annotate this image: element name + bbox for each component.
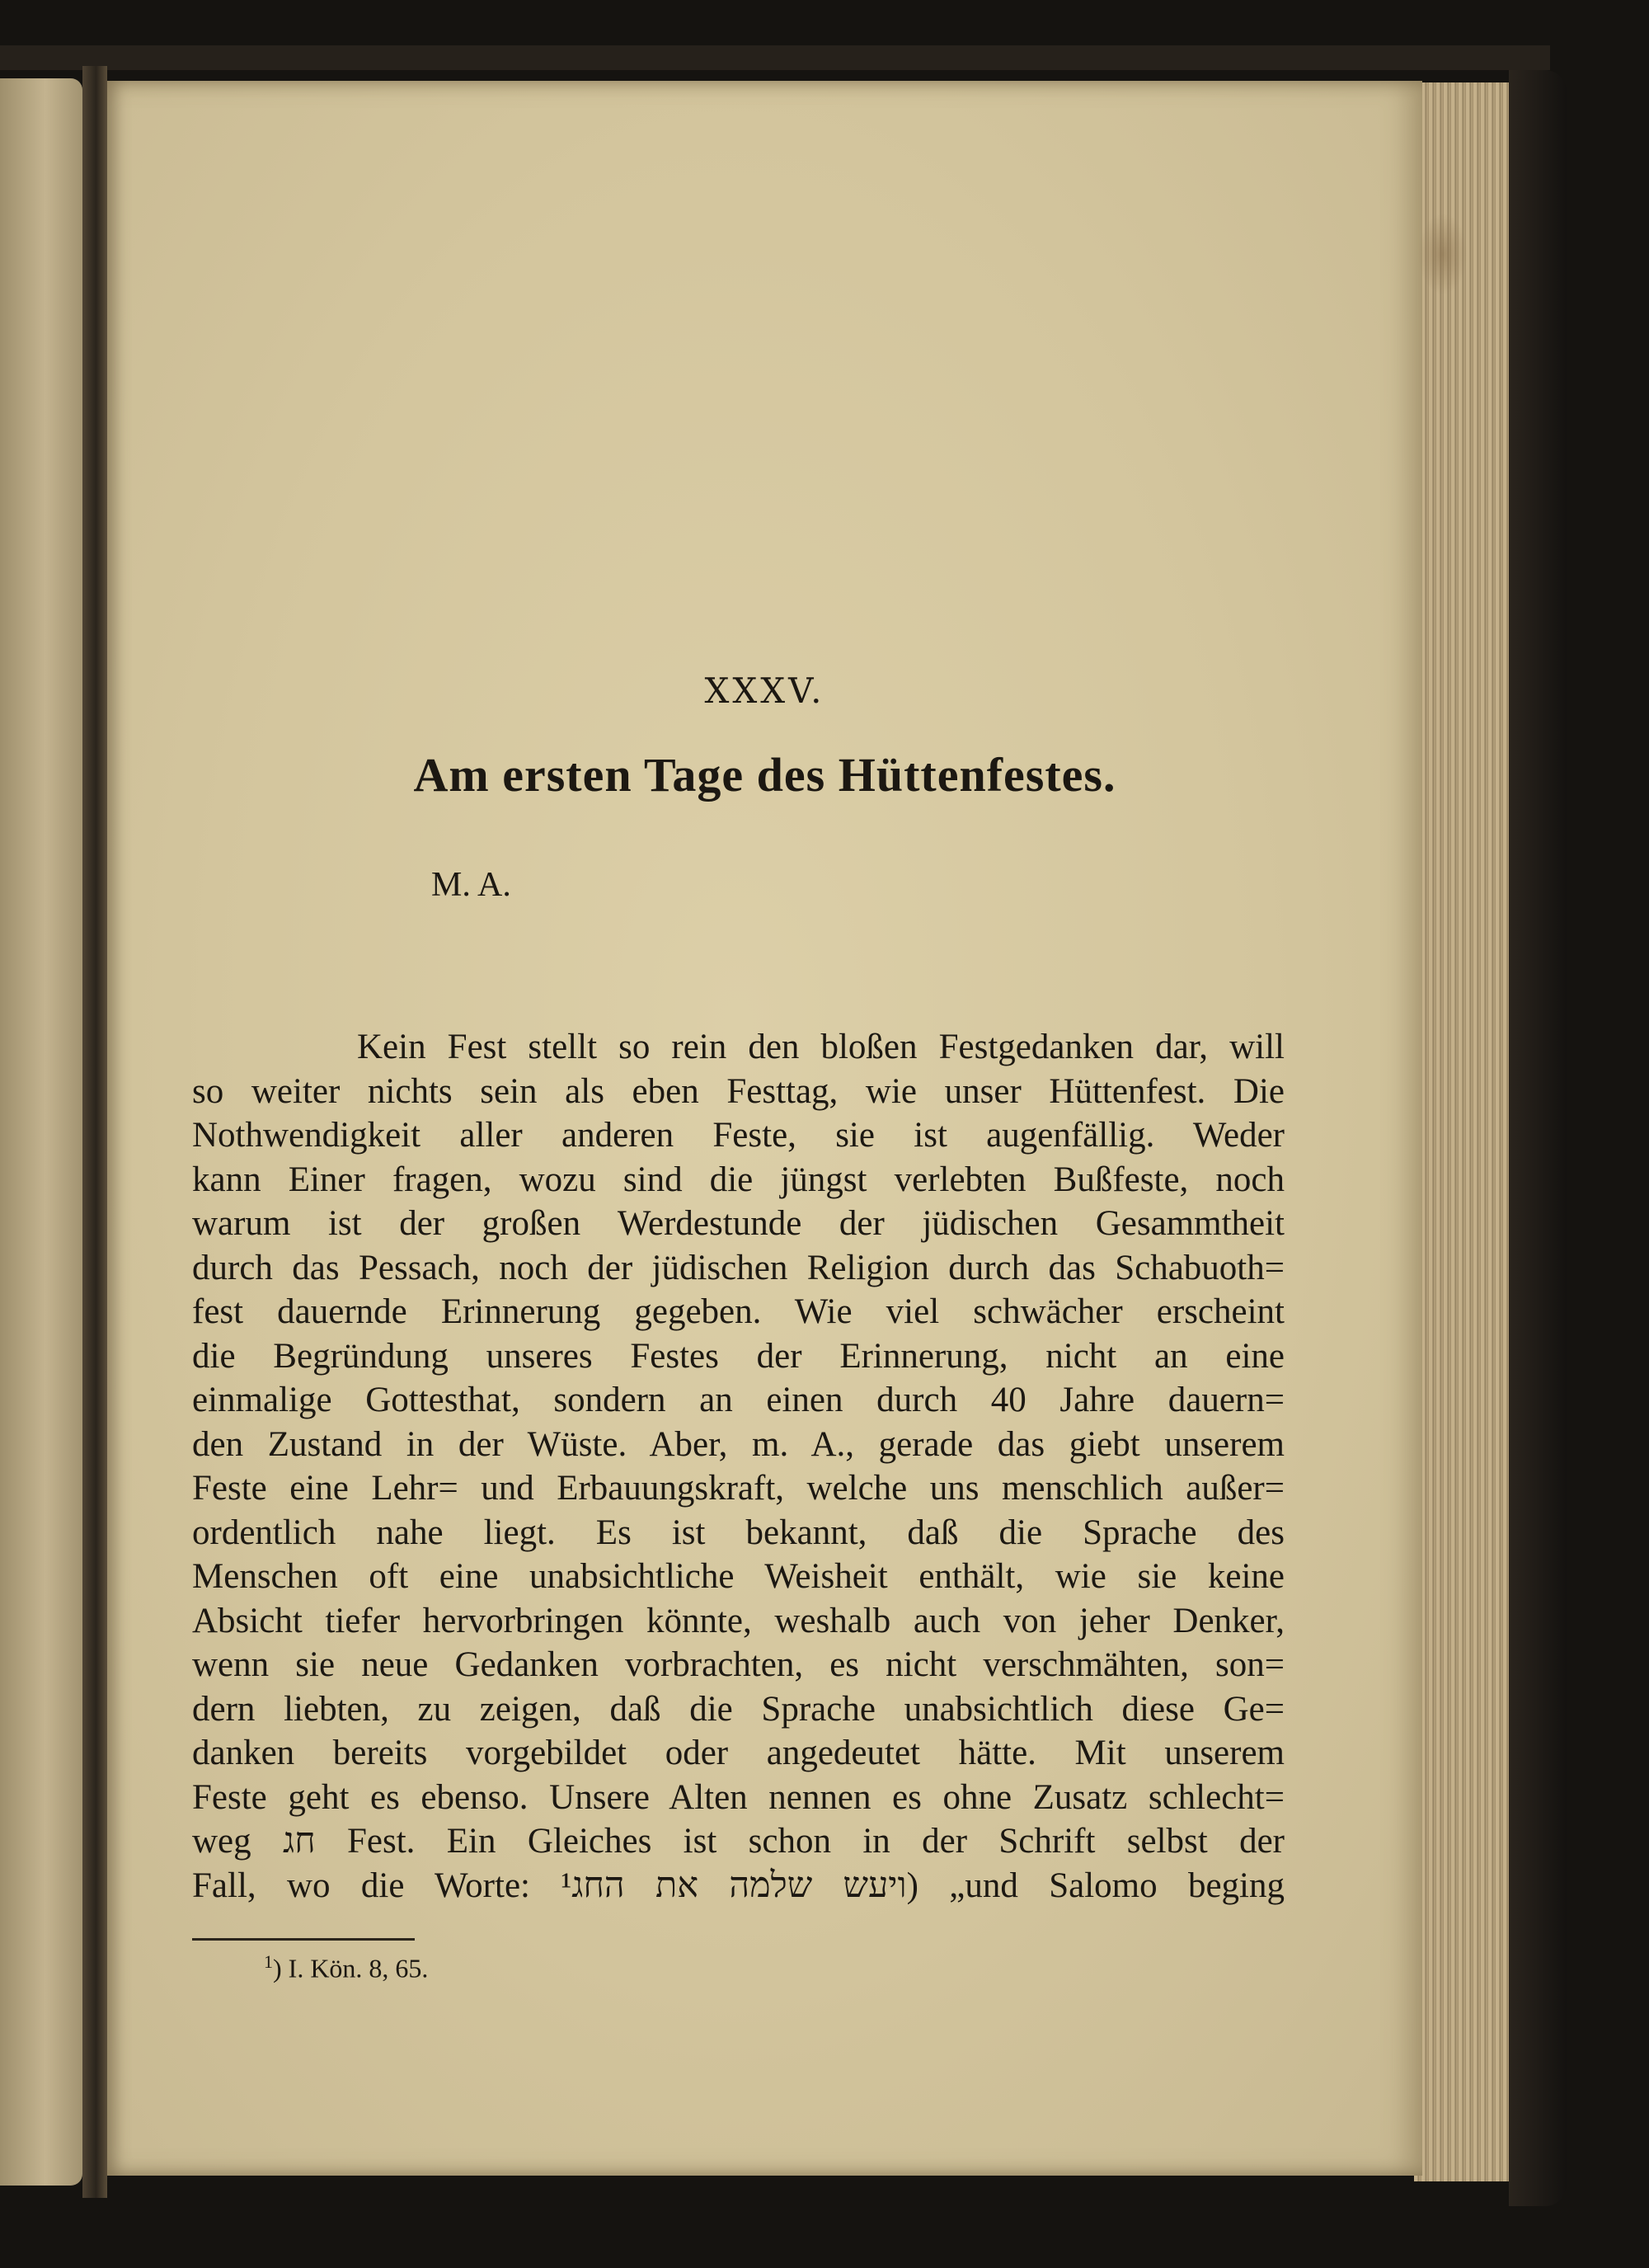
body-line: Fall, wo die Worte: ויעש שלמה את החג¹) „und Salomo beging — [192, 1866, 1285, 1905]
book-cover-edge — [1509, 70, 1567, 2206]
body-line: weg חג Fest. Ein Gleiches ist schon in der Schrift selbst der — [192, 1822, 1285, 1861]
body-line: warum ist der großen Werdestunde der jüdischen Gesammtheit — [192, 1204, 1285, 1243]
chapter-title: Am ersten Tage des Hüttenfestes. — [413, 748, 1116, 802]
body-line: danken bereits vorgebildet oder angedeutet hätte. Mit unserem — [192, 1734, 1285, 1772]
body-line: Kein Fest stellt so rein den bloßen Festgedanken dar, will — [357, 1028, 1285, 1066]
footnote-marker: 1 — [264, 1951, 273, 1972]
body-line: dern liebten, zu zeigen, daß die Sprache unabsichtlich diese Ge= — [192, 1689, 1285, 1729]
body-line: Feste eine Lehr= und Erbauungskraft, welche uns menschlich außer= — [192, 1469, 1285, 1508]
book-top-edge — [0, 45, 1550, 70]
body-line: durch das Pessach, noch der jüdischen Religion durch das Schabuoth= — [192, 1248, 1285, 1287]
body-line: Nothwendigkeit aller anderen Feste, sie ist augenfällig. Weder — [192, 1116, 1285, 1155]
body-line: ordentlich nahe liegt. Es ist bekannt, daß die Sprache des — [192, 1513, 1285, 1552]
body-text — [192, 1025, 1285, 1908]
paper-stain — [1418, 213, 1468, 295]
body-line: die Begründung unseres Festes der Erinnerung, nicht an eine — [192, 1336, 1285, 1376]
body-line: Feste geht es ebenso. Unsere Alten nennen es ohne Zusatz schlecht= — [192, 1777, 1285, 1817]
footnote — [264, 1951, 428, 1984]
body-line: fest dauernde Erinnerung gegeben. Wie viel schwächer erscheint — [192, 1292, 1285, 1331]
left-page-edge — [0, 78, 82, 2186]
body-line: Absicht tiefer hervorbringen könnte, weshalb auch von jeher Denker, — [192, 1601, 1285, 1640]
body-line: den Zustand in der Wüste. Aber, m. A., gerade das giebt unserem — [192, 1424, 1285, 1464]
body-line: kann Einer fragen, wozu sind die jüngst verlebten Bußfeste, noch — [192, 1160, 1285, 1199]
body-line: so weiter nichts sein als eben Festtag, wie unser Hüttenfest. Die — [192, 1071, 1285, 1111]
body-line: Menschen oft eine unabsichtliche Weisheit enthält, wie sie keine — [192, 1557, 1285, 1596]
footnote-divider — [192, 1938, 415, 1941]
body-line: einmalige Gottesthat, sondern an einen durch 40 Jahre dauern= — [192, 1381, 1285, 1419]
page-stack-edges — [1414, 82, 1509, 2181]
footnote-text: ) I. Kön. 8, 65. — [273, 1953, 429, 1983]
body-line: wenn sie neue Gedanken vorbrachten, es nicht verschmähten, son= — [192, 1645, 1285, 1684]
address-salutation: M. A. — [431, 866, 511, 904]
chapter-number: XXXV. — [704, 671, 825, 711]
book-page — [107, 81, 1422, 2176]
book-gutter — [82, 66, 107, 2198]
